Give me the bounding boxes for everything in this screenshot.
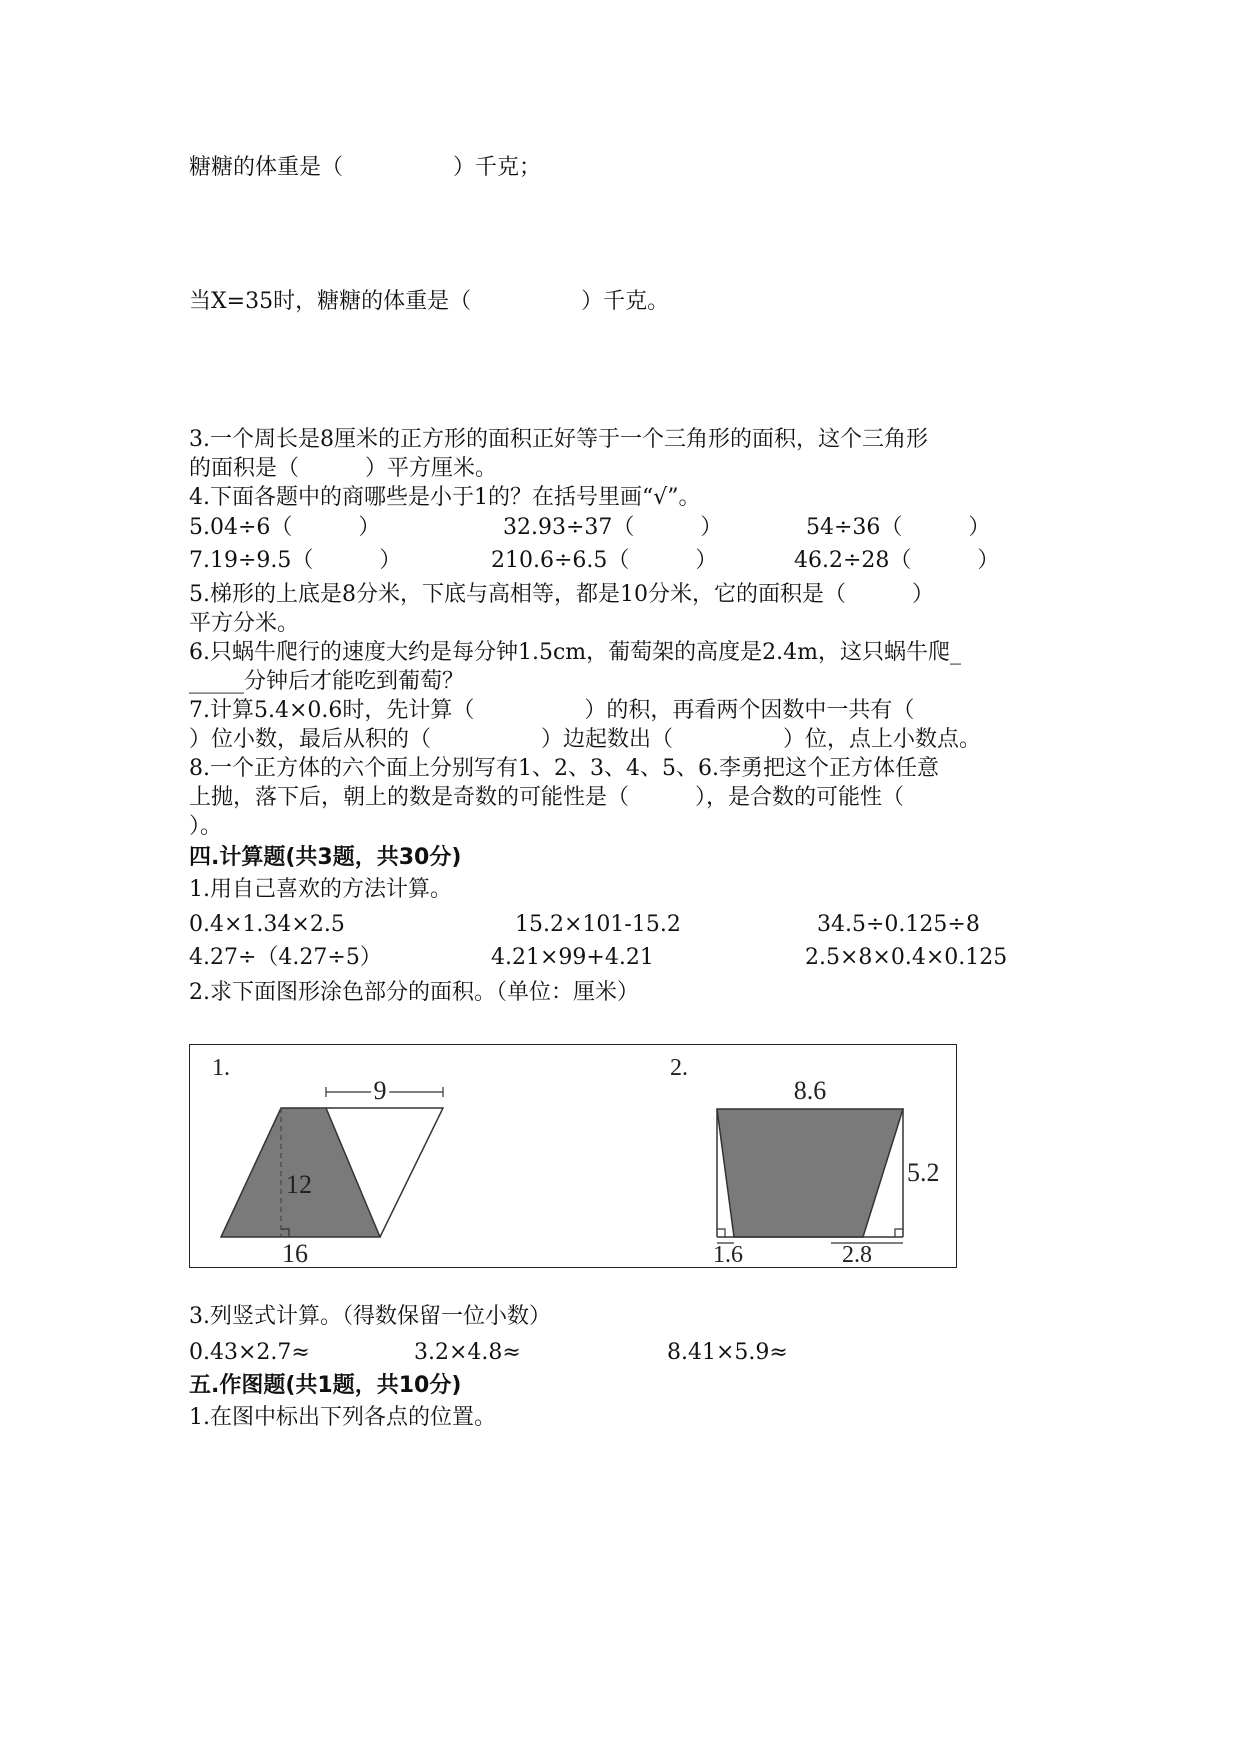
q5-line-1: 5.梯形的上底是8分米，下底与高相等，都是10分米，它的面积是（ ）	[189, 582, 934, 607]
fig2-shaded-trapezoid	[717, 1109, 903, 1237]
calc-item: 15.2×101-15.2	[515, 912, 681, 937]
geometry-figure-box	[189, 1044, 957, 1268]
vertical-calc-item: 8.41×5.9≈	[667, 1340, 788, 1365]
q8-line-1: 8.一个正方体的六个面上分别写有1、2、3、4、5、6.李勇把这个正方体任意	[189, 756, 939, 781]
geometry-figures	[190, 1045, 958, 1269]
q4-item: 32.93÷37（ ）	[503, 515, 723, 540]
q5-line-2: 平方分米。	[189, 611, 300, 636]
vertical-calc-item: 0.43×2.7≈	[189, 1340, 310, 1365]
area-stem: 2.求下面图形涂色部分的面积。（单位：厘米）	[189, 980, 639, 1005]
q4-stem: 4.下面各题中的商哪些是小于1的？在括号里画“√”。	[189, 485, 701, 510]
calc-item: 4.21×99+4.21	[491, 945, 654, 970]
calc-item: 2.5×8×0.4×0.125	[805, 945, 1008, 970]
fig2-right-value: 2.8	[842, 1242, 872, 1268]
q6-line-2: _____分钟后才能吃到葡萄？	[189, 669, 465, 694]
calc-item: 0.4×1.34×2.5	[189, 912, 345, 937]
q4-item: 5.04÷6（ ）	[189, 515, 381, 540]
q4-item: 210.6÷6.5（ ）	[491, 548, 718, 573]
calc-stem: 1.用自己喜欢的方法计算。	[189, 877, 452, 902]
calc-item: 4.27÷（4.27÷5）	[189, 945, 382, 970]
q8-line-2: 上抛，落下后，朝上的数是奇数的可能性是（ ），是合数的可能性（	[189, 785, 905, 810]
fig2-right-angle-left	[717, 1229, 725, 1237]
drawing-stem: 1.在图中标出下列各点的位置。	[189, 1405, 496, 1430]
q2-weight-line: 糖糖的体重是（ ）千克；	[189, 155, 542, 180]
vertical-calc-item: 3.2×4.8≈	[414, 1340, 521, 1365]
q4-item: 54÷36（ ）	[806, 515, 991, 540]
fig2-label: 2.	[670, 1055, 688, 1081]
calc-item: 34.5÷0.125÷8	[817, 912, 980, 937]
fig2-top-value: 8.6	[793, 1076, 827, 1105]
section-5-heading: 五.作图题(共1题，共10分)	[189, 1373, 462, 1398]
q3-line-1: 3.一个周长是8厘米的正方形的面积正好等于一个三角形的面积，这个三角形	[189, 427, 928, 452]
fig1-label: 1.	[212, 1055, 230, 1081]
fig2-right-angle-right	[895, 1229, 903, 1237]
q7-line-2: ）位小数，最后从积的（ ）边起数出（ ）位，点上小数点。	[189, 727, 982, 752]
q3-line-2: 的面积是（ ）平方厘米。	[189, 456, 498, 481]
fig2-side-value: 5.2	[907, 1158, 940, 1187]
section-4-heading: 四.计算题(共3题，共30分)	[189, 845, 462, 870]
fig1-top-value: 9	[373, 1076, 387, 1105]
q6-line-1: 6.只蜗牛爬行的速度大约是每分钟1.5cm，葡萄架的高度是2.4m，这只蜗牛爬_	[189, 640, 962, 665]
fig1-bottom-value: 16	[282, 1239, 308, 1268]
fig1-height-value: 12	[286, 1170, 312, 1199]
q4-item: 46.2÷28（ ）	[794, 548, 1000, 573]
fig2-left-value: 1.6	[713, 1242, 743, 1268]
q4-item: 7.19÷9.5（ ）	[189, 548, 402, 573]
q8-line-3: ）。	[189, 814, 223, 839]
q7-line-1: 7.计算5.4×0.6时，先计算（ ）的积，再看两个因数中一共有（	[189, 698, 915, 723]
q2-weight-x35-line: 当X=35时，糖糖的体重是（ ）千克。	[189, 289, 670, 314]
vertical-calc-stem: 3.列竖式计算。（得数保留一位小数）	[189, 1304, 551, 1329]
